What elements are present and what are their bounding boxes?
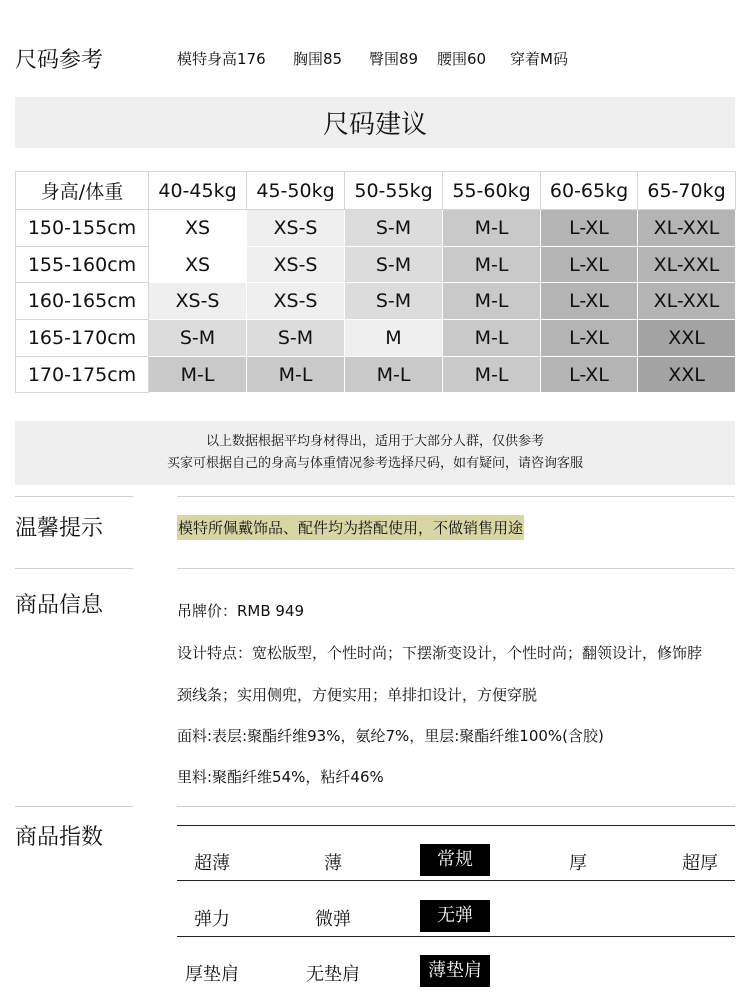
shoulder-pad-option: 无垫肩: [306, 964, 360, 985]
divider: [15, 806, 133, 807]
size-table-corner: 身高/体重: [16, 172, 149, 210]
product-info-label: 商品信息: [15, 593, 104, 618]
size-cell: M-L: [247, 357, 345, 393]
weight-header: 50-55kg: [345, 172, 443, 210]
size-cell: L-XL: [541, 283, 638, 320]
divider: [177, 806, 735, 807]
index-rule: [177, 880, 735, 881]
size-cell: XS: [149, 210, 247, 247]
size-suggestion-title: 尺码建议: [322, 110, 427, 140]
size-cell: S-M: [345, 247, 443, 283]
size-cell: L-XL: [541, 320, 638, 357]
divider: [15, 496, 133, 497]
size-table: [15, 171, 736, 393]
size-cell: S-M: [149, 320, 247, 357]
divider: [177, 496, 735, 497]
divider: [15, 568, 133, 569]
table-row: [16, 247, 736, 283]
model-wearing: 穿着M码: [510, 50, 568, 68]
index-rule: [177, 936, 735, 937]
height-label: 150-155cm: [16, 210, 149, 247]
elasticity-option-selected: 无弹: [420, 900, 490, 932]
size-cell: L-XL: [541, 357, 638, 393]
thickness-option: 超厚: [682, 853, 718, 874]
size-cell: XL-XXL: [638, 247, 736, 283]
design-features-line-2: 颈线条；实用侧兜，方便实用；单排扣设计，方便穿脱: [177, 686, 538, 704]
size-cell: L-XL: [541, 210, 638, 247]
size-cell: S-M: [345, 283, 443, 320]
model-waist: 腰围60: [437, 50, 487, 68]
size-cell: M-L: [443, 247, 541, 283]
weight-header: 55-60kg: [443, 172, 541, 210]
index-top-rule: [177, 825, 735, 826]
shoulder-pad-option-selected: 薄垫肩: [420, 955, 490, 987]
table-row: [16, 357, 736, 393]
table-row: [16, 210, 736, 247]
size-cell: S-M: [247, 320, 345, 357]
design-features-line-1: 设计特点：宽松版型，个性时尚；下摆渐变设计，个性时尚；翻领设计，修饰脖: [177, 644, 703, 662]
thickness-option: 厚: [569, 853, 587, 874]
fabric-composition: 面料:表层:聚酯纤维93%，氨纶7%，里层:聚酯纤维100%(含胶): [177, 727, 604, 745]
size-cell: XS-S: [149, 283, 247, 320]
size-cell: XS-S: [247, 210, 345, 247]
tips-label: 温馨提示: [15, 516, 104, 541]
size-cell: XS: [149, 247, 247, 283]
size-cell: XXL: [638, 357, 736, 393]
model-hip: 臀围89: [369, 50, 419, 68]
height-label: 170-175cm: [16, 357, 149, 393]
size-cell: XS-S: [247, 247, 345, 283]
product-index-label: 商品指数: [15, 825, 104, 850]
size-cell: M-L: [345, 357, 443, 393]
elasticity-option: 弹力: [194, 909, 230, 930]
size-cell: L-XL: [541, 247, 638, 283]
reference-note: [15, 421, 735, 485]
height-label: 160-165cm: [16, 283, 149, 320]
lining-composition: 里料:聚酯纤维54%，粘纤46%: [177, 768, 384, 786]
elasticity-option: 微弹: [315, 909, 351, 930]
note-line-1: 以上数据根据平均身材得出，适用于大部分人群，仅供参考: [205, 434, 544, 449]
thickness-option: 超薄: [194, 853, 230, 874]
weight-header: 65-70kg: [638, 172, 736, 210]
size-reference-title: 尺码参考: [15, 48, 104, 73]
size-cell: M-L: [443, 320, 541, 357]
table-row: [16, 283, 736, 320]
height-label: 155-160cm: [16, 247, 149, 283]
size-cell: S-M: [345, 210, 443, 247]
model-bust: 胸围85: [293, 50, 343, 68]
size-cell: XS-S: [247, 283, 345, 320]
shoulder-pad-option: 厚垫肩: [185, 964, 239, 985]
size-cell: M-L: [443, 357, 541, 393]
size-cell: M: [345, 320, 443, 357]
weight-header: 45-50kg: [247, 172, 345, 210]
thickness-option: 薄: [324, 853, 342, 874]
thickness-option-selected: 常规: [420, 844, 490, 876]
size-cell: M-L: [443, 210, 541, 247]
size-cell: XL-XXL: [638, 283, 736, 320]
size-cell: M-L: [149, 357, 247, 393]
divider: [177, 568, 735, 569]
note-line-2: 买家可根据自己的身高与体重情况参考选择尺码，如有疑问，请咨询客服: [166, 456, 583, 471]
tag-price: 吊牌价：RMB 949: [177, 602, 305, 620]
weight-header: 40-45kg: [149, 172, 247, 210]
size-cell: M-L: [443, 283, 541, 320]
model-height: 模特身高176: [177, 50, 266, 68]
size-table-header: [16, 172, 736, 210]
table-row: [16, 320, 736, 357]
height-label: 165-170cm: [16, 320, 149, 357]
size-cell: XXL: [638, 320, 736, 357]
size-cell: XL-XXL: [638, 210, 736, 247]
tips-text: 模特所佩戴饰品、配件均为搭配使用，不做销售用途: [177, 515, 524, 540]
size-suggestion-banner: [15, 97, 735, 148]
weight-header: 60-65kg: [541, 172, 638, 210]
